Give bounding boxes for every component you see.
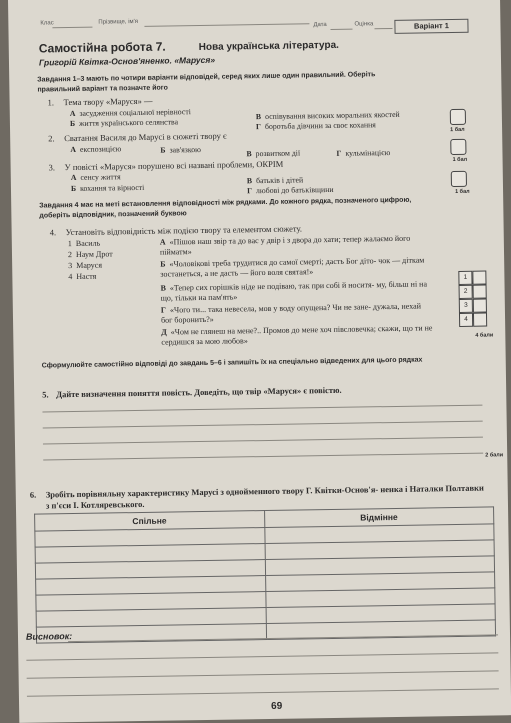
q1-option-a[interactable]: А засудження соціальної нерівності [69,107,191,119]
q5-answer-line-4[interactable] [43,453,483,461]
name-line[interactable] [144,23,309,27]
q4-left-2: 2 Наум Дрот [67,249,113,260]
q1-score: 1 бал [450,126,465,134]
worksheet-page [8,0,511,723]
author-work: Григорій Квітка-Основ'яненко. «Маруся» [38,54,216,68]
q2-answer-box[interactable] [450,139,466,155]
instructions-5-6: Сформулюйте самостійно відповіді до завдань 5–6 і запишіть їх на спеціально відведених для цього рядках [41,356,423,370]
grade-line[interactable] [374,28,392,29]
variant-badge: Варіант 1 [394,19,468,34]
name-label: Прізвище, ім'я [98,18,139,26]
conclusion-line-2[interactable] [26,652,498,660]
grade-label: Оцінка [354,21,374,28]
q4-right-v: В «Тепер сих горішків ніде не подіваю, так при собі й носитя- му, більш ні на що, тільки на пам'ять» [160,279,428,303]
q3-score: 1 бал [455,188,470,196]
q4-right-a: А «Пішов наш звір та до вас у двір і з двора до хати; тепер жалаємо його пійматм» [159,233,411,257]
date-label: Дата [313,21,327,29]
q4-number: 4. [49,227,57,238]
col-common-header: Спільне [35,511,265,532]
q2-score: 1 бал [452,156,468,164]
class-label: Клас [40,20,54,27]
q4-left-3: 3 Маруся [68,260,103,271]
q2-text: Сватання Василя до Марусі в сюжеті твору є [64,130,227,144]
q4-answer-1[interactable] [472,271,486,285]
q6-number: 6. [29,489,37,500]
q5-text: Дайте визначення поняття повість. Доведіть, що твір «Маруся» є повістю. [56,384,342,400]
q3-text: У повісті «Маруся» порушено всі названі проблеми, ОКРІМ [64,158,284,173]
q4-left-4: 4 Настя [68,271,97,282]
page-number: 69 [271,700,283,712]
q4-answer-3[interactable] [473,299,487,313]
conclusion-line-3[interactable] [27,670,499,678]
q3-option-a[interactable]: А сенсу життя [70,172,121,183]
q4-right-b: Б «Чоловікові треба трудитися до самої смерті; дасть Бог діто- чок — діткам зостанеться, а не дасть — його воля святая!» [160,255,425,279]
class-line[interactable] [52,27,92,29]
q4-left-1: 1 Василь [67,238,101,249]
q5-answer-line-3[interactable] [43,437,483,445]
q2-option-g[interactable]: Г кульмінацією [336,148,391,158]
q4-right-g: Г «Чого ти... така невесела, мов у воду опущена? Чи не зане- дужала, нехай бог боронить?» [160,301,422,325]
conclusion-label: Висновок: [25,631,73,642]
q1-text: Тема твору «Маруся» — [63,95,153,108]
q3-option-v[interactable]: В батьків і дітей [246,175,304,186]
q1-number: 1. [47,97,55,108]
q3-answer-box[interactable] [451,171,467,187]
q5-answer-line-1[interactable] [42,405,482,413]
q4-text: Установіть відповідність між подією твору та елементом сюжету. [65,223,303,238]
q2-number: 2. [48,133,55,144]
q5-number: 5. [42,389,49,400]
instructions-4: Завдання 4 має на меті встановлення відповідності між рядками. До кожного рядка, позначеного цифрою, доберіть відповідник, позначений буквою [39,196,412,220]
q4-right-d: Д «Чом не глянеш на мене?.. Промов до мене хоч півсловечка; скажи, що ти не сердишся за мою любов» [161,323,433,347]
q1-option-b[interactable]: Б життя українського селянства [69,117,179,129]
q1-answer-box[interactable] [450,109,466,125]
q4-box-2[interactable]: 2 [459,285,473,299]
q4-score: 4 бали [475,332,494,339]
work-title: Самостійна робота 7. [38,39,166,56]
topic-title: Нова українська література. [198,39,339,54]
q4-box-1[interactable]: 1 [458,271,472,285]
q6-text: Зробіть порівняльну характеристику Марусі з однойменного твору Г. Квітки-Основ'я- ненка і Наталки Полтавки з п'єси І. Котляревського. [45,482,484,511]
q3-option-g[interactable]: Г любові до батьківщини [246,184,334,196]
instructions-1-3: Завдання 1–3 мають по чотири варіанти відповідей, серед яких лише один правильний. Оберіть правильний варіант та позначте його [37,71,376,94]
q4-answer-4[interactable] [473,313,487,327]
col-different-header: Відмінне [264,507,494,528]
conclusion-line-4[interactable] [27,688,499,696]
q4-answer-2[interactable] [473,285,487,299]
q1-option-g[interactable]: Г боротьба дівчини за своє кохання [255,120,376,132]
q3-option-b[interactable]: Б кохання та вірності [70,182,145,194]
q4-box-4[interactable]: 4 [459,313,473,327]
q5-score: 2 бали [485,452,504,459]
q4-box-3[interactable]: 3 [459,299,473,313]
q3-number: 3. [48,162,56,173]
q5-answer-line-2[interactable] [43,421,483,429]
date-line[interactable] [330,29,352,30]
q2-option-v[interactable]: В розвитком дії [246,148,301,159]
comparison-table [34,506,496,643]
q2-option-b[interactable]: Б зав'язкою [160,144,202,155]
q1-option-v[interactable]: В оспівування високих моральних якостей [255,109,400,122]
q2-option-a[interactable]: А експозицією [70,144,122,155]
